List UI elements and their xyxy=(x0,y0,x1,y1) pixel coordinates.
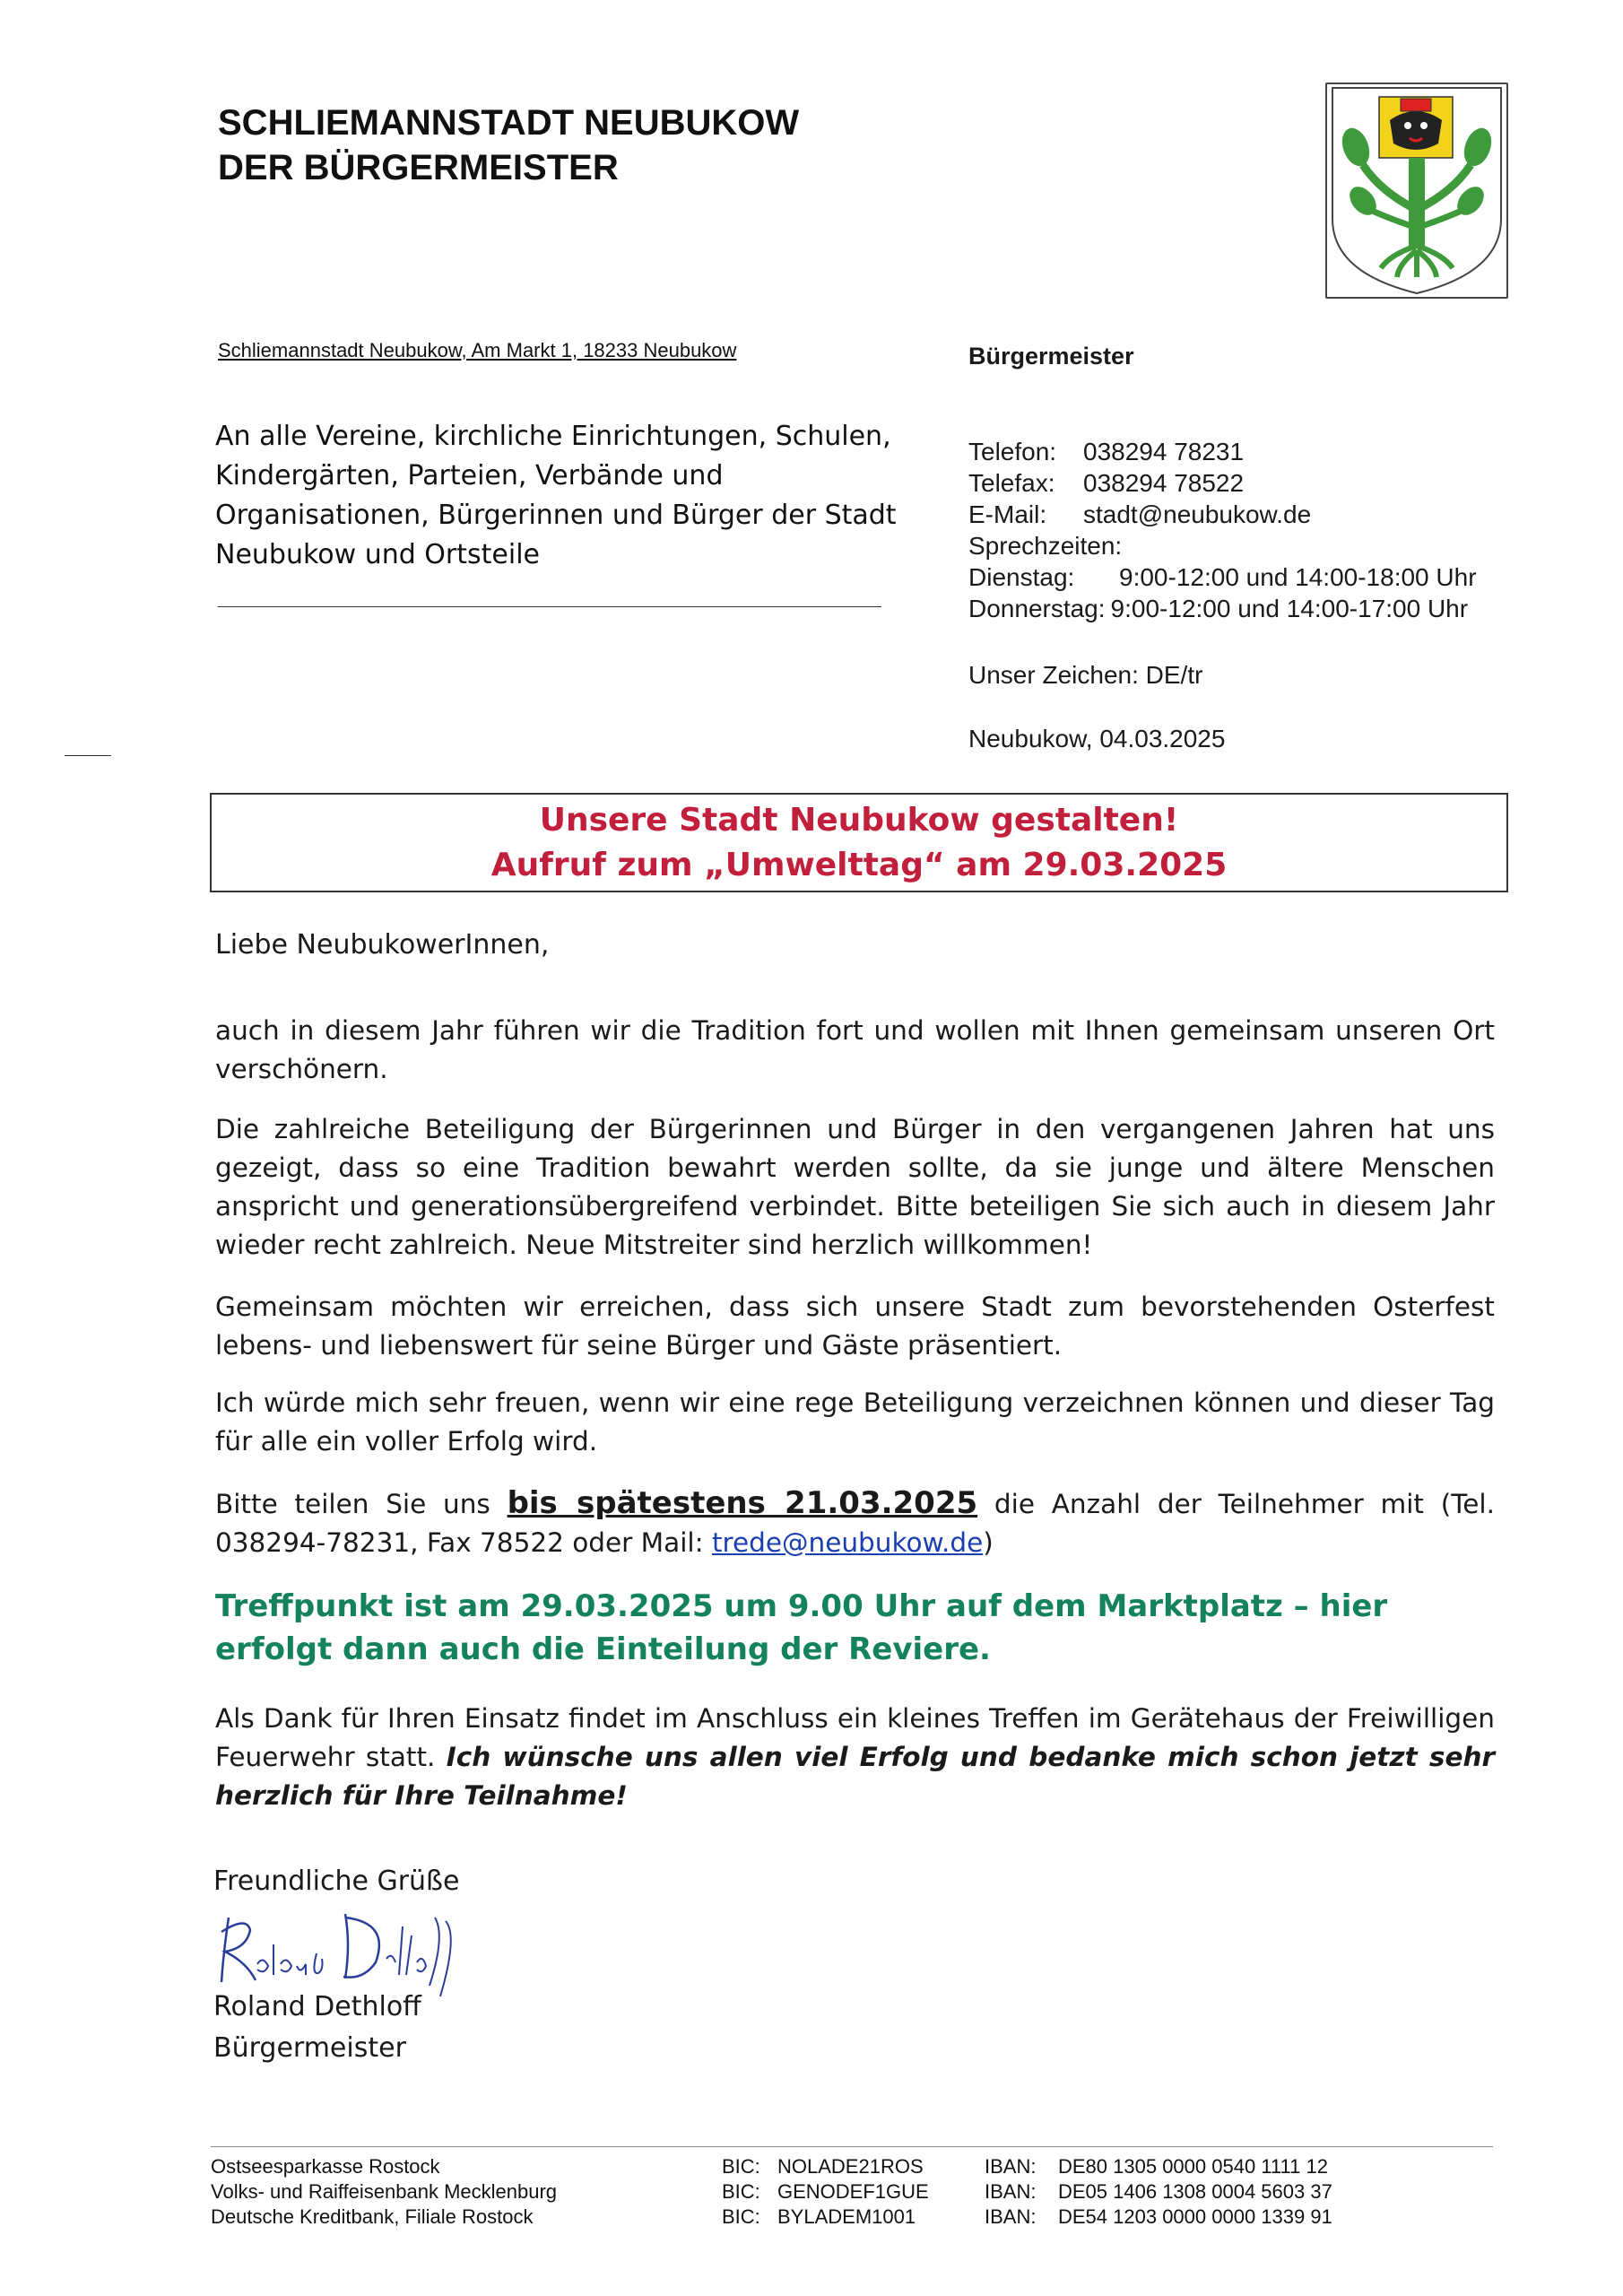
iban-row-3 xyxy=(985,2205,1332,2230)
fold-mark xyxy=(65,755,111,756)
contact-title: Bürgermeister xyxy=(968,343,1134,370)
p5-text-end: ) xyxy=(983,1527,994,1558)
email-link[interactable]: trede@neubukow.de xyxy=(711,1527,984,1558)
iban-label: IBAN: xyxy=(985,2155,1037,2178)
footer-banks xyxy=(211,2154,557,2230)
fax-value: 038294 78522 xyxy=(1083,469,1245,497)
paragraph-1: auch in diesem Jahr führen wir die Tradition fort und wollen mit Ihnen gemeinsam unseren Ort verschönern. xyxy=(215,1015,1495,1084)
coat-of-arms-logo xyxy=(1325,83,1508,299)
handwritten-signature xyxy=(211,1900,480,1998)
letterhead-line-1: SCHLIEMANNSTADT NEUBUKOW xyxy=(218,103,800,143)
headline-line-2: Aufruf zum „Umwelttag“ am 29.03.2025 xyxy=(490,847,1228,883)
signer-block xyxy=(213,1987,421,2069)
tuesday-hours: 9:00-12:00 und 14:00-18:00 Uhr xyxy=(1119,563,1477,591)
bic-row-2 xyxy=(722,2179,929,2205)
iban-2: DE05 1406 1308 0004 5603 37 xyxy=(1058,2180,1332,2203)
bic-label: BIC: xyxy=(722,2180,760,2203)
bank-1: Ostseesparkasse Rostock xyxy=(211,2155,440,2178)
letter-date: Neubukow, 04.03.2025 xyxy=(968,725,1226,752)
iban-label: IBAN: xyxy=(985,2180,1037,2203)
thursday-hours: 9:00-12:00 und 14:00-17:00 Uhr xyxy=(1110,595,1469,622)
coat-of-arms-icon xyxy=(1327,84,1506,297)
paragraph-5 xyxy=(215,1484,1495,1562)
bic-3: BYLADEM1001 xyxy=(777,2205,916,2228)
footer-ibans xyxy=(985,2154,1332,2230)
footer-divider xyxy=(211,2146,1493,2147)
iban-row-1 xyxy=(985,2154,1332,2179)
signer-name: Roland Dethloff xyxy=(213,1991,421,2022)
reference-sign: Unser Zeichen: DE/tr xyxy=(968,661,1203,689)
meeting-point-notice: Treffpunkt ist am 29.03.2025 um 9.00 Uhr auf dem Marktplatz – hier erfolgt dann auch die Einteilung der Reviere. xyxy=(215,1588,1388,1667)
bic-label: BIC: xyxy=(722,2155,760,2178)
email-label: E-Mail: xyxy=(968,500,1047,528)
paragraph-3: Gemeinsam möchten wir erreichen, dass sich unsere Stadt zum bevorstehenden Osterfest lebens- und liebenswert für seine Bürger und Gäste präsentiert. xyxy=(215,1292,1495,1361)
bic-1: NOLADE21ROS xyxy=(777,2155,924,2178)
fax-label: Telefax: xyxy=(968,469,1055,497)
email-row xyxy=(968,499,1477,530)
bic-row-3 xyxy=(722,2205,929,2230)
bank-3: Deutsche Kreditbank, Filiale Rostock xyxy=(211,2205,534,2228)
deadline-text: bis spätestens 21.03.2025 xyxy=(507,1485,978,1521)
iban-label: IBAN: xyxy=(985,2205,1037,2228)
iban-row-2 xyxy=(985,2179,1332,2205)
salutation: Liebe NeubukowerInnen, xyxy=(215,929,550,961)
office-hours-label: Sprechzeiten: xyxy=(968,532,1123,560)
tuesday-hours-row xyxy=(968,561,1477,593)
paragraph-4: Ich würde mich sehr freuen, wenn wir eine rege Beteiligung verzeichnen können und dieser Tag für alle ein voller Erfolg wird. xyxy=(215,1387,1495,1457)
contact-block xyxy=(968,436,1477,624)
iban-1: DE80 1305 0000 0540 1111 12 xyxy=(1058,2155,1328,2178)
recipient-address: An alle Vereine, kirchliche Einrichtungen, Schulen, Kindergärten, Parteien, Verbände und Organisationen, Bürgerinnen und Bürger der Stadt Neubukow und Ortsteile xyxy=(215,421,897,570)
address-divider xyxy=(218,606,881,607)
p6-emphasis-text: Ich wünsche uns allen viel Erfolg und bedanke mich schon jetzt sehr herzlich für Ihre Teilnahme! xyxy=(215,1742,1496,1811)
paragraph-6 xyxy=(215,1700,1495,1815)
fax-row xyxy=(968,467,1477,499)
headline-banner xyxy=(210,793,1508,892)
paragraph-2: Die zahlreiche Beteiligung der Bürgerinnen und Bürger in den vergangenen Jahren hat uns gezeigt, dass so eine Tradition bewahrt werden sollte, da sie junge und ältere Menschen anspricht und generationsübergreifend verbindet. Bitte beteiligen Sie sich auch in diesem Jahr wieder recht zahlreich. Neue Mitstreiter sind herzlich willkommen! xyxy=(215,1114,1495,1260)
iban-3: DE54 1203 0000 0000 1339 91 xyxy=(1058,2205,1332,2228)
p5-text-after: die Anzahl der Teilnehmer mit (Tel. 038294-78231, Fax 78522 oder Mail: xyxy=(215,1489,1495,1558)
bic-label: BIC: xyxy=(722,2205,760,2228)
bic-row-1 xyxy=(722,2154,929,2179)
thursday-hours-row xyxy=(968,593,1477,624)
email-value: stadt@neubukow.de xyxy=(1083,500,1312,528)
thursday-label: Donnerstag: xyxy=(968,595,1106,622)
headline-line-1: Unsere Stadt Neubukow gestalten! xyxy=(539,802,1179,839)
phone-label: Telefon: xyxy=(968,438,1057,465)
sender-address: Schliemannstadt Neubukow, Am Markt 1, 18233 Neubukow xyxy=(218,339,737,361)
phone-row xyxy=(968,436,1477,467)
p6-plain-text: Als Dank für Ihren Einsatz findet im Anschluss ein kleines Treffen im Gerätehaus der Freiwilligen Feuerwehr statt. xyxy=(215,1703,1495,1772)
tuesday-label: Dienstag: xyxy=(968,563,1075,591)
signature-icon xyxy=(211,1900,480,1998)
p5-text-before: Bitte teilen Sie uns xyxy=(215,1489,490,1519)
footer-bics xyxy=(722,2154,929,2230)
letterhead-line-2: DER BÜRGERMEISTER xyxy=(218,148,619,187)
closing-greeting: Freundliche Grüße xyxy=(213,1866,460,1897)
bank-2: Volks- und Raiffeisenbank Mecklenburg xyxy=(211,2180,558,2203)
letterhead-title xyxy=(218,100,799,190)
signer-role: Bürgermeister xyxy=(213,2032,406,2064)
phone-value: 038294 78231 xyxy=(1083,438,1245,465)
bic-2: GENODEF1GUE xyxy=(777,2180,929,2203)
